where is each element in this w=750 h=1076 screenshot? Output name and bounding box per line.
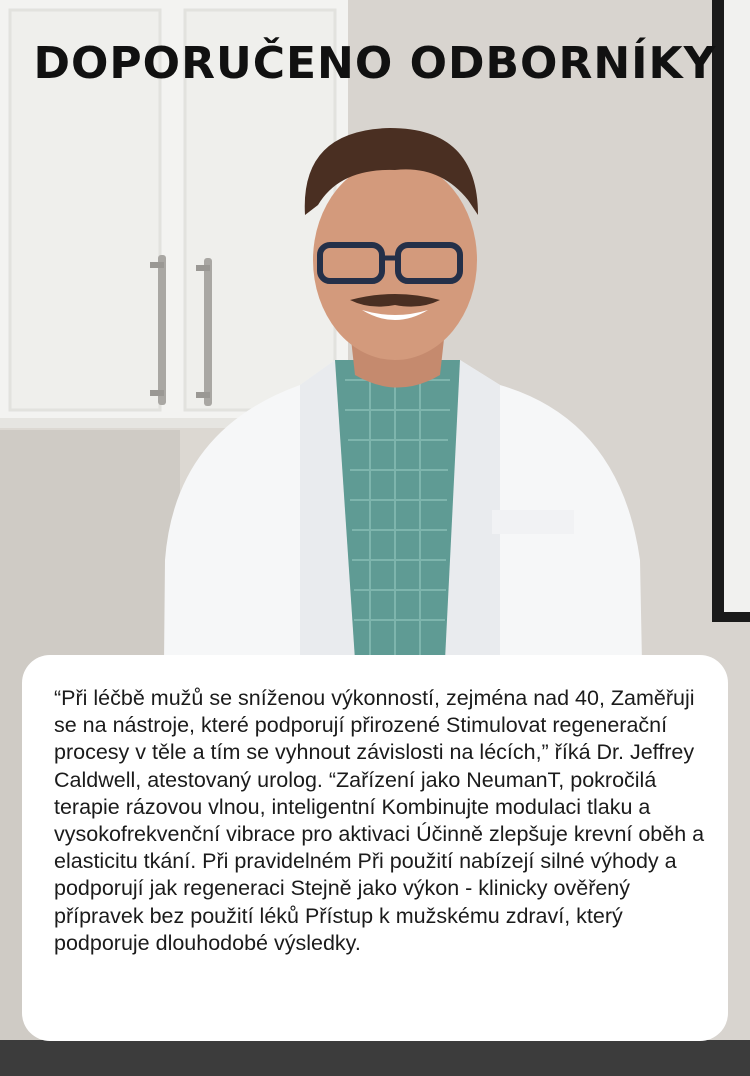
headline: DOPORUČENO ODBORNÍKY <box>33 38 717 89</box>
quote-text: “Při léčbě mužů se sníženou výkonností, zejména nad 40, Zaměřuji se na nástroje, které podporují přirozené Stimulovat regenerační procesy v těle a tím se vyhnout závislosti na lécích,” říká Dr. Jeffrey Caldwell, atestovaný urolog. “Zařízení jako NeumanT, pokročilá terapie rázovou vlnou, inteligentní Kombinujte modulaci tlaku a vysokofrekvenční vibrace pro aktivaci Účinně zlepšuje krevní oběh a elasticitu tkání. Při pravidelném Při použití nabízejí silné výhody a podporují jak regeneraci Stejně jako výkon - klinicky ověřený přípravek bez použití léků Přístup k mužskému zdraví, který podporuje dlouhodobé výsledky. <box>54 686 705 955</box>
quote-card <box>22 655 728 1041</box>
